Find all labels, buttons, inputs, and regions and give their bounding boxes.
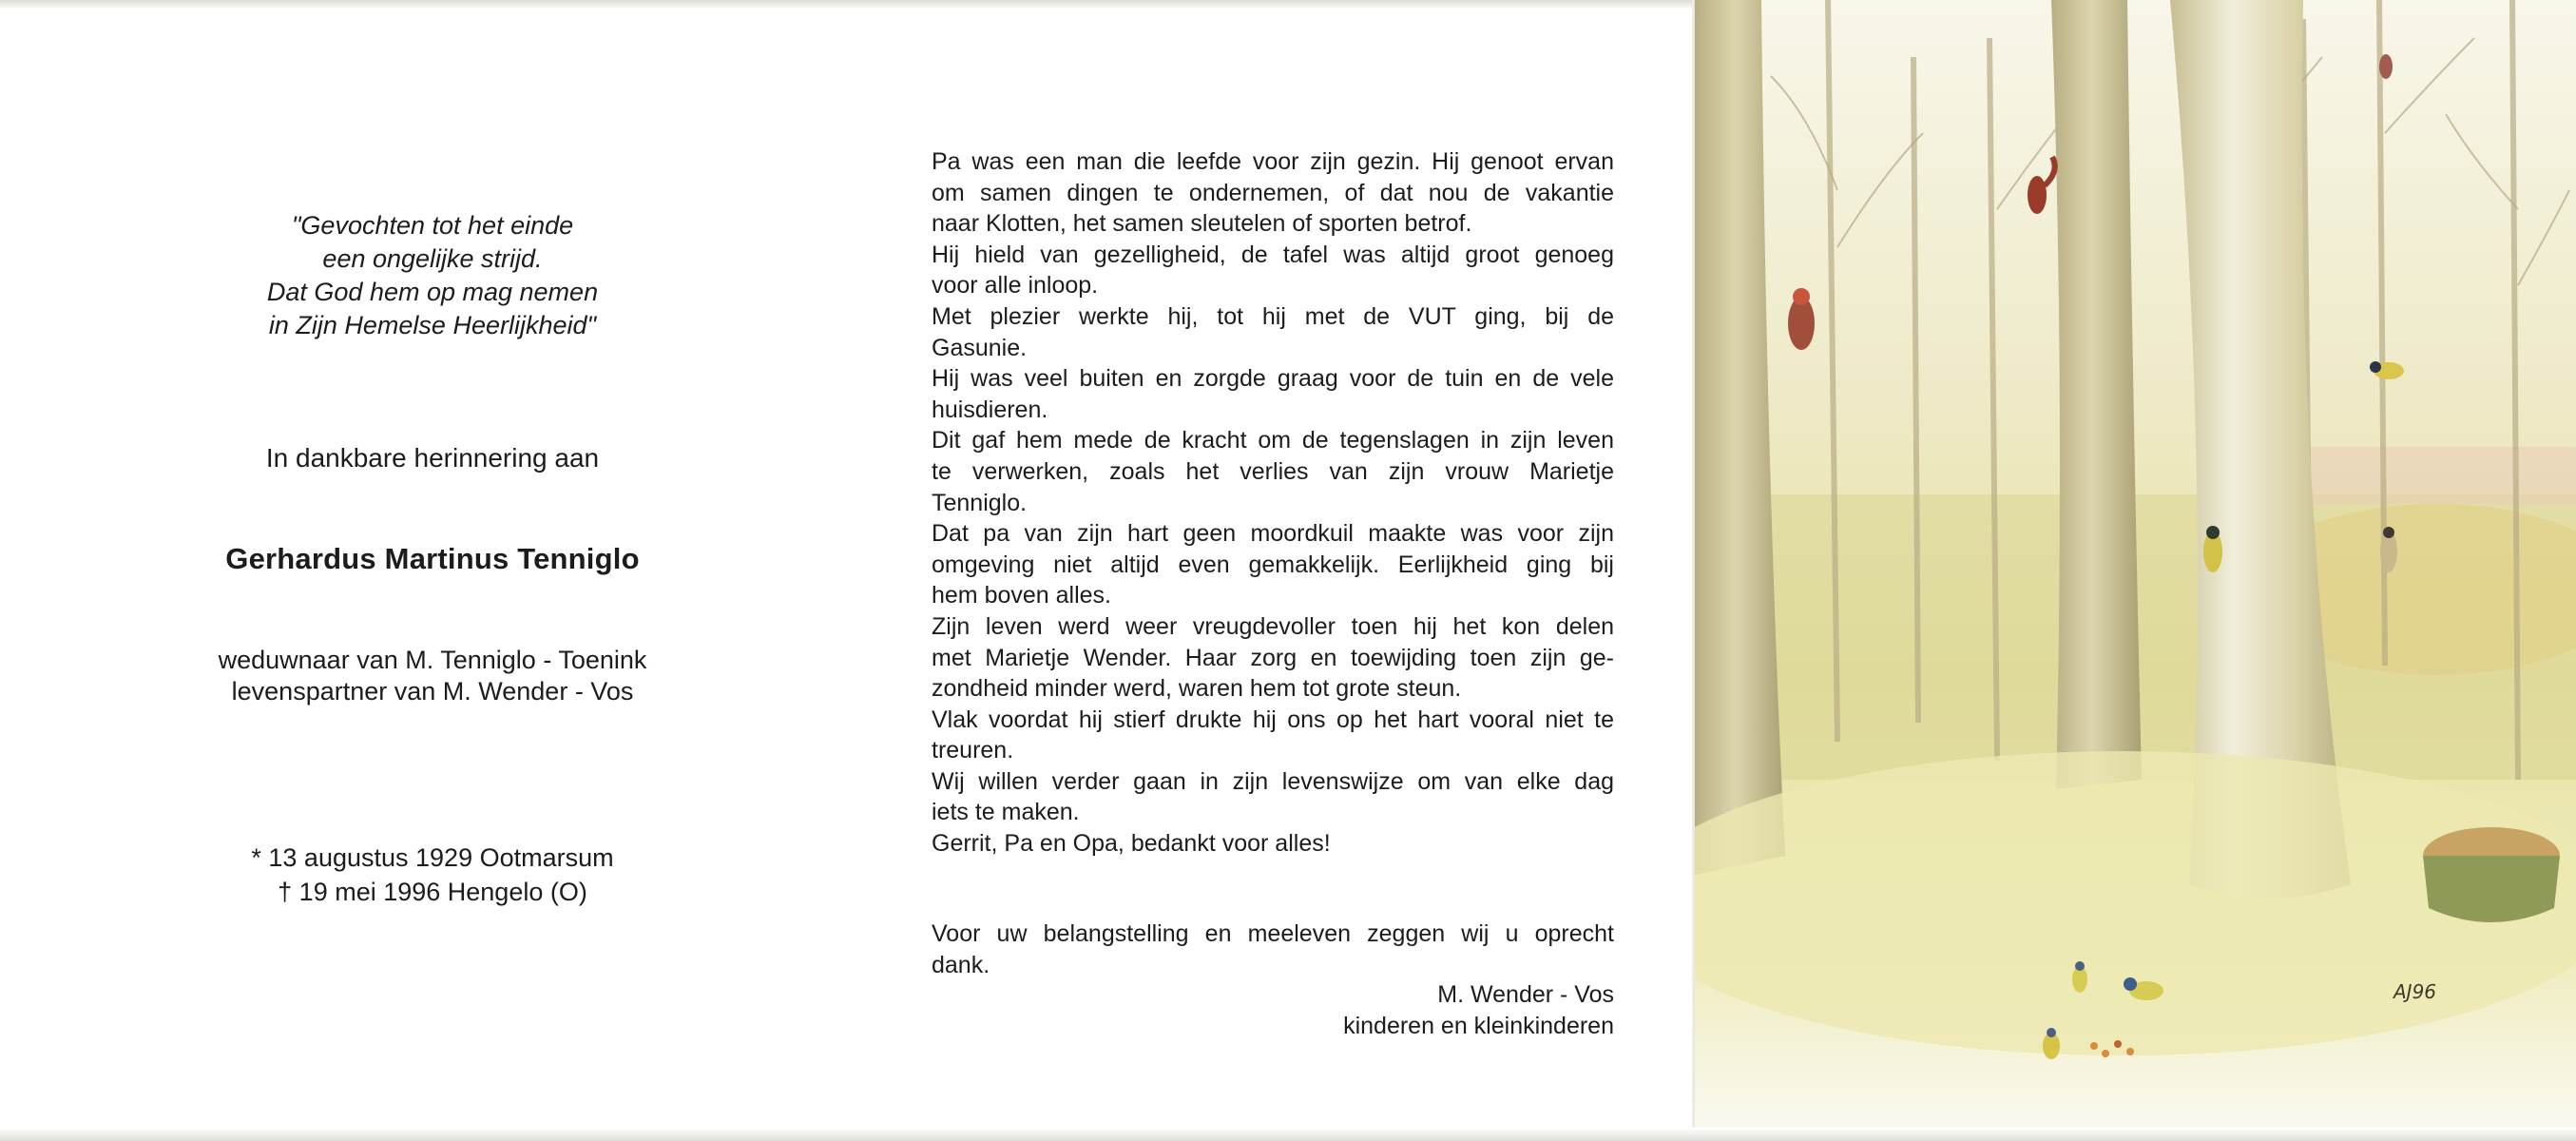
distant-roof xyxy=(2303,447,2576,504)
tribute-line: huisdieren. xyxy=(932,396,1048,423)
relation-line: weduwnaar van M. Tenniglo - Toenink xyxy=(218,646,647,674)
tribute-line: treuren. xyxy=(932,737,1014,764)
tribute-line: zondheid minder werd, waren hem tot grote steun. xyxy=(932,675,1462,703)
birth-date: * 13 augustus 1929 Ootmarsum xyxy=(251,843,614,872)
thanks-line: dank. xyxy=(932,951,990,978)
tribute-line: hem boven alles. xyxy=(932,582,1112,609)
tribute-line: Met plezier werkte hij, tot hij met de VUT ging, bij de xyxy=(932,302,1614,330)
tribute-line: Hij hield van gezelligheid, de tafel was altijd groot genoeg xyxy=(932,241,1614,268)
signature-family: kinderen en kleinkinderen xyxy=(1343,1012,1614,1039)
relation-line: levenspartner van M. Wender - Vos xyxy=(231,677,634,706)
signature xyxy=(932,979,1614,1041)
center-trunk xyxy=(2051,0,2142,789)
poem-line: "Gevochten tot het einde xyxy=(291,211,574,240)
relations xyxy=(0,645,865,707)
tribute-line: Gasunie. xyxy=(932,334,1028,361)
thanks-line: Voor uw belangstelling en meeleven zeggen wij u oprecht xyxy=(932,920,1614,947)
bird-top-right xyxy=(2379,54,2393,79)
tribute-text xyxy=(932,146,1614,860)
tribute-line: Dit gaf hem mede de kracht om de tegenslagen in zijn leven xyxy=(932,427,1614,454)
tribute-line: te verwerken, zoals het verlies van zijn vrouw Marietje xyxy=(932,457,1614,485)
tribute-line: Dat pa van zijn hart geen moordkuil maakte was voor zijn xyxy=(932,520,1614,548)
tribute-line: Hij was veel buiten en zorgde graag voor de tuin en de vele xyxy=(932,365,1614,393)
stump xyxy=(2423,856,2560,922)
tribute-line: Vlak voordat hij stierf drukte hij ons op het hart vooral niet te xyxy=(932,706,1614,733)
forest-painting xyxy=(1695,0,2576,1130)
poem-line: een ongelijke strijd. xyxy=(322,244,543,273)
life-dates xyxy=(0,841,865,909)
tribute-line: iets te maken. xyxy=(932,799,1080,826)
tribute-line: Zijn leven werd weer vreugdevoller toen hij het kon delen xyxy=(932,612,1614,640)
thanks-text xyxy=(932,919,1614,980)
tribute-line: voor alle inloop. xyxy=(932,272,1099,300)
tribute-line: naar Klotten, het samen sleutelen of sporten betrof. xyxy=(932,210,1472,238)
poem-line: in Zijn Hemelse Heerlijkheid" xyxy=(268,311,597,339)
left-panel xyxy=(0,0,865,1141)
painting-illustration xyxy=(1695,0,2576,1130)
deceased-name: Gerhardus Martinus Tenniglo xyxy=(225,542,640,575)
tribute-line: Wij willen verder gaan in zijn levenswijze om van elke dag xyxy=(932,767,1614,795)
tribute-line: Gerrit, Pa en Opa, bedankt voor alles! xyxy=(932,830,1331,858)
card-bottom-edge xyxy=(0,1128,2576,1141)
tribute-line: Tenniglo. xyxy=(932,489,1028,516)
tribute-line: Pa was een man die leefde voor zijn gezin. Hij genoot ervan xyxy=(932,148,1614,175)
poem xyxy=(0,209,865,342)
death-date: † 19 mei 1996 Hengelo (O) xyxy=(278,878,587,906)
poem-line: Dat God hem op mag nemen xyxy=(266,278,599,306)
tribute-line: omgeving niet altijd even gemakkelijk. Eerlijkheid ging bij xyxy=(932,551,1614,578)
tribute-line: om samen dingen te ondernemen, of dat nou de vakantie xyxy=(932,179,1614,206)
artist-signature: AJ96 xyxy=(2393,980,2437,1003)
memory-line: In dankbare herinnering aan xyxy=(265,443,600,473)
tribute-line: met Marietje Wender. Haar zorg en toewijding toen zijn ge- xyxy=(932,644,1614,671)
signature-name: M. Wender - Vos xyxy=(1437,981,1614,1008)
